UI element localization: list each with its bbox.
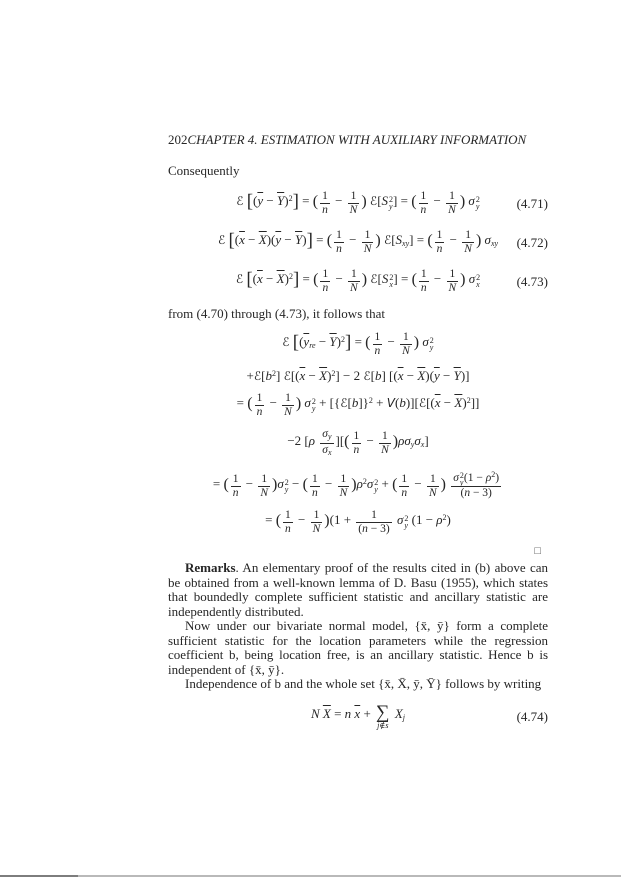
- paragraph-remarks: [168, 561, 548, 619]
- equation-4-71-number: (4.71): [516, 195, 548, 211]
- paragraph-independence: Independence of b and the whole set {x̄, X̄, ȳ, Ȳ} follows by writing: [185, 676, 542, 691]
- text-column: [168, 133, 548, 742]
- derivation-line-4: −2 [ρ $\frac{\sigma y}{\sigma x}$ ][( $\frac{1}{n}$ − $\frac{1}{N}$ )ρσyσx]: [287, 428, 429, 457]
- derivation-line-5: = ( $\frac{1}{n}$ − $\frac{1}{N}$ )σ 2 y − ( $\frac{1}{n}$ − $\frac{1}{N}$ )$\rho^2\sigma$ 2 y + ( $\frac{1}{n}$ − $\frac{1}{N}$ ) σ 2 y $(1 - \rho^2)$ (n − 3): [212, 470, 500, 499]
- running-head: [168, 133, 548, 148]
- equation-4-72-number: (4.72): [516, 234, 548, 250]
- paragraph-consequently: Consequently: [168, 162, 240, 178]
- qed-symbol: □: [534, 545, 541, 557]
- derivation-line-3: = ( $\frac{1}{n}$ − $\frac{1}{N}$ ) σ 2 y + [{ℰ[b]}$^2$ + $V(b)][ℰ[(\overline{x} - \overline{X})^2]]$: [236, 392, 480, 418]
- equation-4-71-math: ℰ $[(\overline{y} - \overline{Y})^2]$ = ( $\frac{1}{n}$ − $\frac{1}{N}$ ) ℰ[S 2 y ] = ( $\frac{1}{n}$ − $\frac{1}{N}$ ) σ 2 y: [236, 190, 480, 216]
- page-number: 202: [168, 132, 188, 147]
- derivation-line-1: ℰ $[(\overline{y}re - \overline{Y})^2]$ = ( $\frac{1}{n}$ − $\frac{1}{N}$ ) σ 2 y: [282, 330, 434, 357]
- remarks-label: Remarks: [185, 560, 236, 575]
- equation-4-73: [168, 268, 548, 295]
- horizontal-scrollbar-thumb[interactable]: [0, 875, 78, 877]
- equation-4-73-math: ℰ $[(\overline{x} - \overline{X})^2]$ = ( $\frac{1}{n}$ − $\frac{1}{N}$ ) ℰ[S 2 x ] = ( $\frac{1}{n}$ − $\frac{1}{N}$ ) σ 2 x: [235, 268, 481, 294]
- remarks-body: . An elementary proof of the results cited in (b) above can be obtained from a well-known lemma of D. Basu (1955), which states that boundedly complete sufficient statistic and ancillary statistic are independently distributed.: [168, 560, 548, 619]
- equation-4-74: [168, 701, 548, 730]
- equation-4-74-number: (4.74): [516, 708, 548, 724]
- paragraph-follows: from (4.70) through (4.73), it follows that: [168, 306, 385, 321]
- derivation-block: [168, 331, 548, 537]
- equation-4-73-number: (4.73): [516, 273, 548, 289]
- equation-4-71: [168, 190, 548, 217]
- qed-row: [168, 545, 548, 556]
- equation-4-72: [168, 229, 548, 256]
- chapter-title: CHAPTER 4. ESTIMATION WITH AUXILIARY INFORMATION: [187, 132, 527, 147]
- horizontal-scrollbar-track[interactable]: [0, 875, 621, 877]
- equation-4-74-math: N $\overline{X} = n$ $\overline{x}$ + ∑ j∉s Xj: [310, 701, 406, 730]
- derivation-line-2: $+ℰ[b^2]$ $ℰ[(\overline{x} - \overline{X})^2] - 2$ ℰ[b] $[(\overline{x} - \overline{X})(\overline{y} - \overline{Y})]$: [246, 367, 470, 383]
- paragraph-now: Now under our bivariate normal model, {x̄, ȳ} form a complete sufficient statistic for the location parameters while the regression coefficient b, being location free, is an ancillary statistic. Hence b is independent of {x̄, ȳ}.: [168, 618, 548, 677]
- derivation-line-6: = ( $\frac{1}{n}$ − $\frac{1}{N}$ )(1 + $\frac{1}{(n - 3)}$ σ 2 y $(1 - \rho^2)$: [265, 509, 451, 535]
- equation-4-72-math: ℰ $[(\overline{x} - \overline{X})(\overline{y} - \overline{Y})]$ = ( $\frac{1}{n}$ − $\frac{1}{N}$ ) ℰ[Sxy] = ( $\frac{1}{n}$ − $\frac{1}{N}$ ) σxy: [217, 229, 499, 255]
